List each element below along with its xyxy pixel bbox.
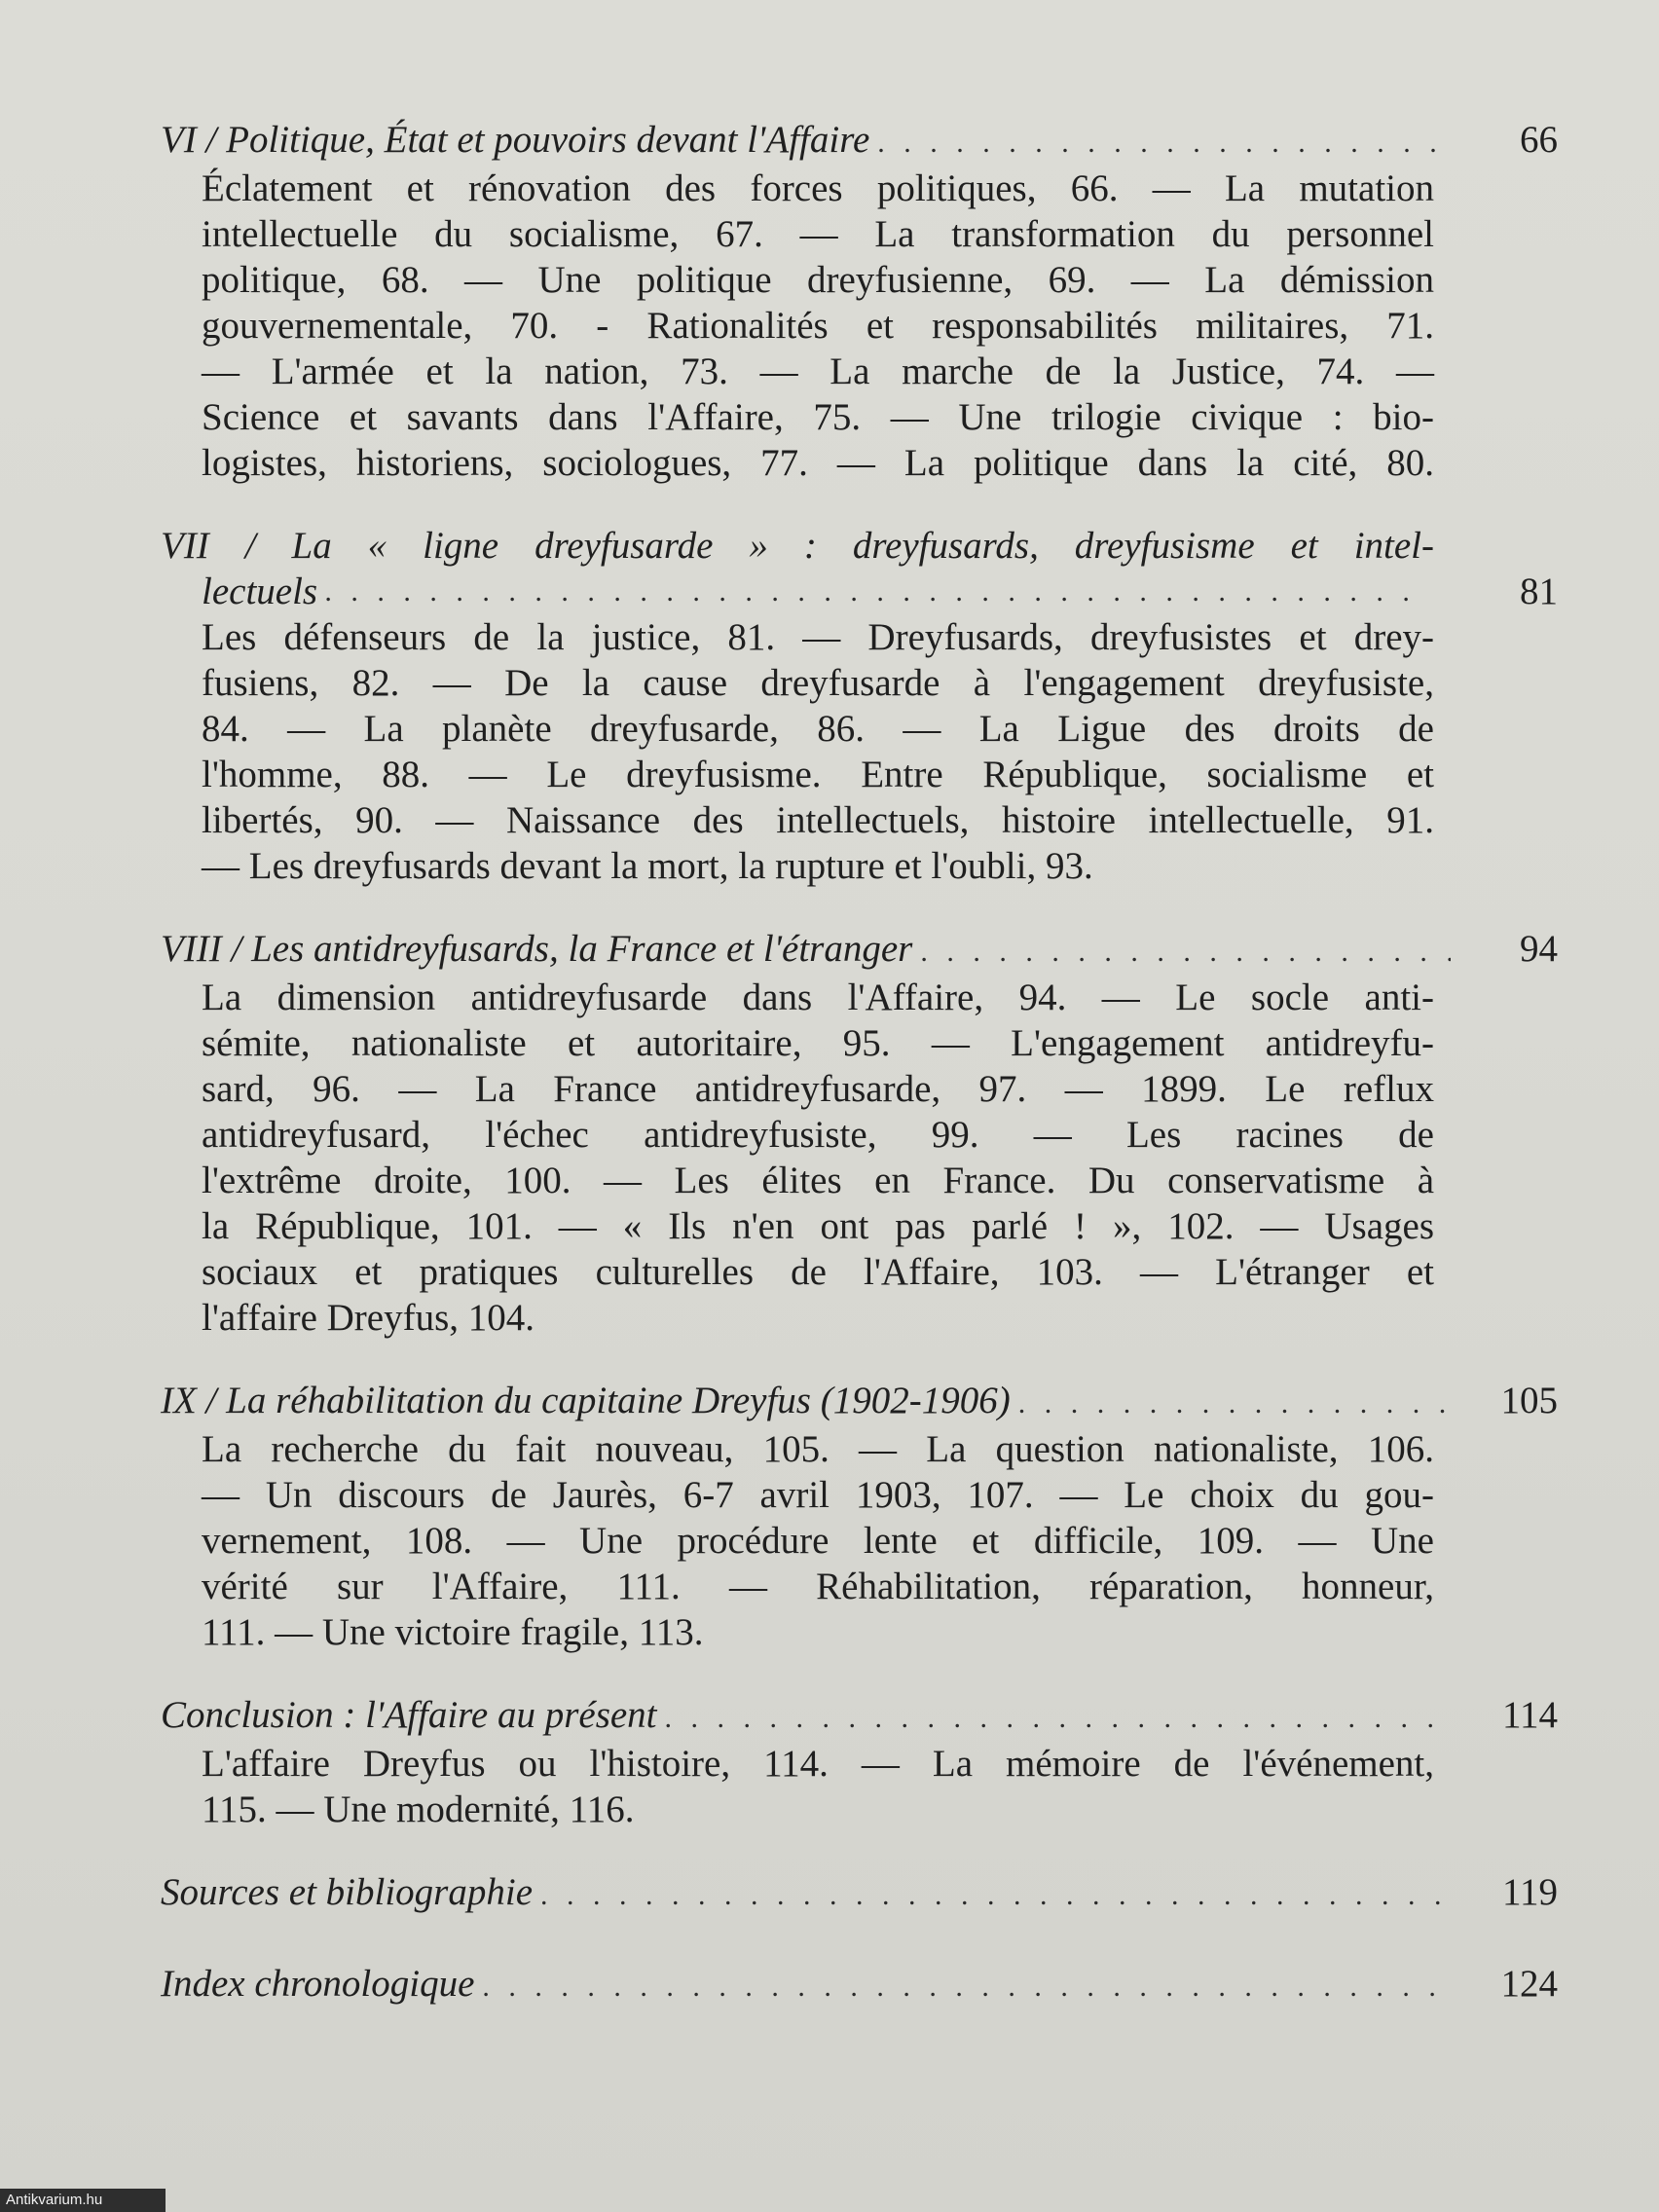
summary-line: Éclatement et rénovation des forces politiques, 66. — La mutation xyxy=(202,167,1434,209)
toc-entry-index xyxy=(161,1961,1558,2009)
summary-line: l'affaire Dreyfus, 104. xyxy=(202,1297,535,1339)
toc-entry-title-line xyxy=(161,569,1434,614)
summary-line: 115. — Une modernité, 116. xyxy=(202,1788,635,1830)
summary-line: la République, 101. — « Ils n'en ont pas parlé ! », 102. — Usages xyxy=(202,1205,1434,1247)
toc-page-number: 105 xyxy=(1500,1380,1558,1421)
toc-entry-title-row xyxy=(161,1378,1558,1426)
summary-line: L'affaire Dreyfus ou l'histoire, 114. — La mémoire de l'événement, xyxy=(202,1743,1434,1785)
table-of-contents xyxy=(161,117,1558,2046)
summary-line: sémite, nationaliste et autoritaire, 95. — L'engagement antidreyfu- xyxy=(202,1022,1434,1064)
toc-page-number: 66 xyxy=(1520,119,1558,161)
summary-line: politique, 68. — Une politique dreyfusienne, 69. — La démission xyxy=(202,259,1434,301)
summary-line: — Un discours de Jaurès, 6-7 avril 1903, 107. — Le choix du gou- xyxy=(202,1474,1434,1516)
dot-leader xyxy=(920,929,1451,975)
toc-entry-conclusion xyxy=(161,1692,1558,1832)
dot-leader xyxy=(877,120,1451,166)
toc-page-number: 114 xyxy=(1501,1694,1558,1736)
toc-page-number: 94 xyxy=(1520,928,1558,970)
summary-line: sard, 96. — La France antidreyfusarde, 97. — 1899. Le reflux xyxy=(202,1068,1434,1110)
dot-leader xyxy=(325,569,1424,614)
summary-line: 84. — La planète dreyfusarde, 86. — La Ligue des droits de xyxy=(202,708,1434,750)
toc-entry-title-row xyxy=(161,1692,1558,1741)
summary-line: libertés, 90. — Naissance des intellectuels, histoire intellectuelle, 91. xyxy=(202,799,1434,841)
summary-line: l'extrême droite, 100. — Les élites en France. Du conservatisme à xyxy=(202,1160,1434,1201)
summary-line: intellectuelle du socialisme, 67. — La transformation du personnel xyxy=(202,213,1434,255)
summary-line: fusiens, 82. — De la cause dreyfusarde à l'engagement dreyfusiste, xyxy=(202,662,1434,704)
summary-line: vérité sur l'Affaire, 111. — Réhabilitation, réparation, honneur, xyxy=(202,1566,1434,1607)
toc-entry-title: Conclusion : l'Affaire au présent xyxy=(161,1694,657,1736)
summary-line: La recherche du fait nouveau, 105. — La question nationaliste, 106. xyxy=(202,1428,1434,1470)
summary-line: 111. — Une victoire fragile, 113. xyxy=(202,1611,704,1653)
toc-entry-sources xyxy=(161,1869,1558,1918)
toc-entry-title-row xyxy=(161,1961,1558,2009)
toc-page-number: 81 xyxy=(1520,571,1558,612)
summary-line: logistes, historiens, sociologues, 77. — La politique dans la cité, 80. xyxy=(202,442,1434,484)
toc-entry-vi xyxy=(161,117,1558,486)
summary-line: l'homme, 88. — Le dreyfusisme. Entre République, socialisme et xyxy=(202,754,1434,795)
toc-entry-title-continuation: lectuels xyxy=(202,571,318,612)
toc-entry-title-row xyxy=(161,1869,1558,1918)
watermark-label: Antikvarium.hu xyxy=(0,2189,166,2212)
summary-line: — L'armée et la nation, 73. — La marche de la Justice, 74. — xyxy=(202,350,1434,392)
toc-entry-summary xyxy=(161,166,1434,486)
summary-line: Science et savants dans l'Affaire, 75. — Une trilogie civique : bio- xyxy=(202,396,1434,438)
summary-line: — Les dreyfusards devant la mort, la rupture et l'oubli, 93. xyxy=(202,845,1093,887)
toc-entry-title: Sources et bibliographie xyxy=(161,1871,534,1913)
toc-entry-ix xyxy=(161,1378,1558,1655)
toc-entry-title-row xyxy=(161,117,1558,166)
toc-entry-title: VIII / Les antidreyfusards, la France et l'étranger xyxy=(161,928,913,970)
dot-leader xyxy=(1018,1381,1451,1426)
toc-entry-summary xyxy=(161,1426,1434,1655)
summary-line: antidreyfusard, l'échec antidreyfusiste, 99. — Les racines de xyxy=(202,1114,1434,1156)
summary-line: La dimension antidreyfusarde dans l'Affaire, 94. — Le socle anti- xyxy=(202,977,1434,1018)
summary-line: sociaux et pratiques culturelles de l'Affaire, 103. — L'étranger et xyxy=(202,1251,1434,1293)
toc-entry-summary xyxy=(161,1741,1434,1832)
summary-line: Les défenseurs de la justice, 81. — Dreyfusards, dreyfusistes et drey- xyxy=(202,616,1434,658)
toc-entry-title-row xyxy=(161,523,1558,614)
summary-line: gouvernementale, 70. - Rationalités et responsabilités militaires, 71. xyxy=(202,305,1434,347)
dot-leader xyxy=(540,1872,1451,1918)
toc-entry-title: VI / Politique, État et pouvoirs devant l'Affaire xyxy=(161,119,870,161)
toc-entry-title: Index chronologique xyxy=(161,1963,475,2005)
toc-page-number: 119 xyxy=(1501,1871,1558,1913)
toc-page-number: 124 xyxy=(1500,1963,1558,2005)
toc-entry-vii xyxy=(161,523,1558,889)
dot-leader xyxy=(482,1964,1451,2009)
toc-entry-summary xyxy=(161,614,1434,889)
toc-entry-title-line: VII / La « ligne dreyfusarde » : dreyfusards, dreyfusisme et intel- xyxy=(161,525,1434,567)
summary-line: vernement, 108. — Une procédure lente et difficile, 109. — Une xyxy=(202,1520,1434,1562)
toc-entry-title-row xyxy=(161,926,1558,975)
toc-entry-summary xyxy=(161,975,1434,1341)
dot-leader xyxy=(665,1695,1451,1741)
toc-entry-title xyxy=(161,523,1434,614)
toc-entry-title: IX / La réhabilitation du capitaine Dreyfus (1902-1906) xyxy=(161,1380,1011,1421)
toc-entry-viii xyxy=(161,926,1558,1341)
